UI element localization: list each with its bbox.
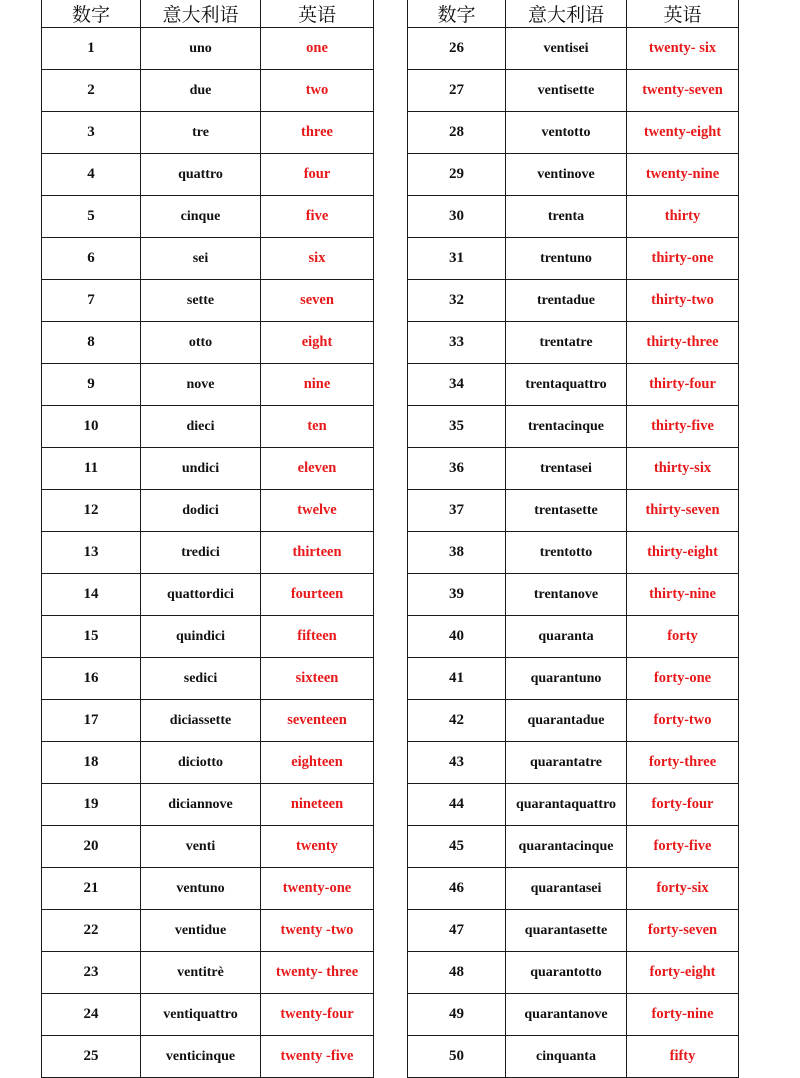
number-cell: 47 <box>408 910 506 952</box>
english-word-cell: fifty <box>627 1036 739 1078</box>
english-word-cell: one <box>261 28 374 70</box>
italian-word-cell: venti <box>141 826 261 868</box>
italian-word-cell: trentatre <box>506 322 627 364</box>
italian-word-cell: sette <box>141 280 261 322</box>
table-row <box>42 700 374 742</box>
english-word-cell: ten <box>261 406 374 448</box>
header-italian: 意大利语 <box>141 0 261 28</box>
english-word-cell: thirty-nine <box>627 574 739 616</box>
header-number: 数字 <box>408 0 506 28</box>
number-cell: 29 <box>408 154 506 196</box>
italian-word-cell: quindici <box>141 616 261 658</box>
english-word-cell: eleven <box>261 448 374 490</box>
italian-word-cell: due <box>141 70 261 112</box>
table-row <box>42 406 374 448</box>
number-cell: 34 <box>408 364 506 406</box>
italian-word-cell: quarantaquattro <box>506 784 627 826</box>
table-row <box>42 742 374 784</box>
table-row <box>408 826 739 868</box>
italian-word-cell: quarantadue <box>506 700 627 742</box>
italian-word-cell: trentacinque <box>506 406 627 448</box>
number-cell: 2 <box>42 70 141 112</box>
table-row <box>408 616 739 658</box>
italian-word-cell: tredici <box>141 532 261 574</box>
italian-word-cell: sei <box>141 238 261 280</box>
english-word-cell: twenty <box>261 826 374 868</box>
table-row <box>42 112 374 154</box>
table-row <box>408 994 739 1036</box>
number-cell: 10 <box>42 406 141 448</box>
english-word-cell: twenty -two <box>261 910 374 952</box>
table-row <box>408 406 739 448</box>
table-row <box>42 490 374 532</box>
italian-word-cell: diciannove <box>141 784 261 826</box>
table-row <box>408 910 739 952</box>
italian-word-cell: nove <box>141 364 261 406</box>
number-cell: 20 <box>42 826 141 868</box>
number-cell: 7 <box>42 280 141 322</box>
italian-word-cell: quarantatre <box>506 742 627 784</box>
english-word-cell: eighteen <box>261 742 374 784</box>
table-row <box>408 28 739 70</box>
table-row <box>42 574 374 616</box>
number-cell: 23 <box>42 952 141 994</box>
table-row <box>42 868 374 910</box>
number-cell: 28 <box>408 112 506 154</box>
rows-body <box>408 28 739 1078</box>
table-row <box>408 868 739 910</box>
italian-word-cell: trentaquattro <box>506 364 627 406</box>
number-cell: 30 <box>408 196 506 238</box>
number-cell: 15 <box>42 616 141 658</box>
italian-word-cell: undici <box>141 448 261 490</box>
number-cell: 50 <box>408 1036 506 1078</box>
number-cell: 22 <box>42 910 141 952</box>
english-word-cell: thirty-four <box>627 364 739 406</box>
number-cell: 26 <box>408 28 506 70</box>
italian-word-cell: ventuno <box>141 868 261 910</box>
numbers-table-right <box>407 0 739 1078</box>
number-cell: 25 <box>42 1036 141 1078</box>
english-word-cell: twenty-four <box>261 994 374 1036</box>
table-row <box>42 154 374 196</box>
number-cell: 31 <box>408 238 506 280</box>
number-cell: 33 <box>408 322 506 364</box>
table-row <box>408 532 739 574</box>
table-row <box>42 364 374 406</box>
table-row <box>408 70 739 112</box>
english-word-cell: thirty-two <box>627 280 739 322</box>
table-row <box>42 322 374 364</box>
number-cell: 4 <box>42 154 141 196</box>
english-word-cell: thirty-seven <box>627 490 739 532</box>
table-row <box>42 784 374 826</box>
italian-word-cell: tre <box>141 112 261 154</box>
italian-word-cell: quaranta <box>506 616 627 658</box>
table-row <box>42 238 374 280</box>
number-cell: 13 <box>42 532 141 574</box>
number-cell: 24 <box>42 994 141 1036</box>
table-row <box>42 532 374 574</box>
italian-word-cell: ventitrè <box>141 952 261 994</box>
italian-word-cell: ventisei <box>506 28 627 70</box>
english-word-cell: twenty -five <box>261 1036 374 1078</box>
italian-word-cell: cinque <box>141 196 261 238</box>
number-cell: 41 <box>408 658 506 700</box>
english-word-cell: eight <box>261 322 374 364</box>
number-cell: 11 <box>42 448 141 490</box>
italian-word-cell: trentotto <box>506 532 627 574</box>
table-row <box>408 196 739 238</box>
english-word-cell: twenty-eight <box>627 112 739 154</box>
italian-word-cell: trenta <box>506 196 627 238</box>
table-row <box>408 1036 739 1078</box>
english-word-cell: thirteen <box>261 532 374 574</box>
number-cell: 8 <box>42 322 141 364</box>
english-word-cell: forty-four <box>627 784 739 826</box>
number-cell: 9 <box>42 364 141 406</box>
table-row <box>408 322 739 364</box>
italian-word-cell: quarantuno <box>506 658 627 700</box>
italian-word-cell: quattro <box>141 154 261 196</box>
table-row <box>42 616 374 658</box>
number-cell: 14 <box>42 574 141 616</box>
table-row <box>408 742 739 784</box>
italian-word-cell: otto <box>141 322 261 364</box>
table-row <box>42 994 374 1036</box>
table-row <box>408 700 739 742</box>
table-row <box>408 154 739 196</box>
number-cell: 18 <box>42 742 141 784</box>
number-cell: 42 <box>408 700 506 742</box>
number-cell: 39 <box>408 574 506 616</box>
table-row <box>408 952 739 994</box>
english-word-cell: forty-two <box>627 700 739 742</box>
italian-word-cell: trentasette <box>506 490 627 532</box>
number-cell: 27 <box>408 70 506 112</box>
italian-word-cell: dieci <box>141 406 261 448</box>
english-word-cell: twenty-one <box>261 868 374 910</box>
number-cell: 40 <box>408 616 506 658</box>
english-word-cell: forty-five <box>627 826 739 868</box>
english-word-cell: forty <box>627 616 739 658</box>
italian-word-cell: ventisette <box>506 70 627 112</box>
english-word-cell: forty-seven <box>627 910 739 952</box>
number-cell: 37 <box>408 490 506 532</box>
italian-word-cell: sedici <box>141 658 261 700</box>
number-cell: 1 <box>42 28 141 70</box>
number-cell: 3 <box>42 112 141 154</box>
italian-word-cell: ventinove <box>506 154 627 196</box>
header-english: 英语 <box>627 0 739 28</box>
table-row <box>408 280 739 322</box>
english-word-cell: nineteen <box>261 784 374 826</box>
english-word-cell: sixteen <box>261 658 374 700</box>
english-word-cell: nine <box>261 364 374 406</box>
english-word-cell: seven <box>261 280 374 322</box>
table-row <box>408 490 739 532</box>
table-row <box>42 70 374 112</box>
table-row <box>42 826 374 868</box>
english-word-cell: thirty-three <box>627 322 739 364</box>
number-cell: 12 <box>42 490 141 532</box>
italian-word-cell: quarantotto <box>506 952 627 994</box>
english-word-cell: seventeen <box>261 700 374 742</box>
english-word-cell: forty-nine <box>627 994 739 1036</box>
number-cell: 5 <box>42 196 141 238</box>
table-row <box>408 658 739 700</box>
italian-word-cell: ventiquattro <box>141 994 261 1036</box>
number-cell: 38 <box>408 532 506 574</box>
table-row <box>408 112 739 154</box>
number-cell: 35 <box>408 406 506 448</box>
english-word-cell: twenty-nine <box>627 154 739 196</box>
table-row <box>408 784 739 826</box>
table-row <box>42 910 374 952</box>
table-row <box>408 238 739 280</box>
rows-body <box>42 28 374 1078</box>
number-cell: 17 <box>42 700 141 742</box>
number-cell: 36 <box>408 448 506 490</box>
english-word-cell: twenty- six <box>627 28 739 70</box>
table-row <box>42 28 374 70</box>
english-word-cell: thirty-one <box>627 238 739 280</box>
italian-word-cell: ventotto <box>506 112 627 154</box>
english-word-cell: thirty-eight <box>627 532 739 574</box>
number-cell: 49 <box>408 994 506 1036</box>
number-cell: 45 <box>408 826 506 868</box>
italian-word-cell: quattordici <box>141 574 261 616</box>
table-row <box>42 448 374 490</box>
numbers-table-left <box>41 0 374 1078</box>
header-italian: 意大利语 <box>506 0 627 28</box>
italian-word-cell: trentuno <box>506 238 627 280</box>
header-row <box>408 0 739 28</box>
english-word-cell: thirty <box>627 196 739 238</box>
table-row <box>408 448 739 490</box>
english-word-cell: six <box>261 238 374 280</box>
number-cell: 48 <box>408 952 506 994</box>
english-word-cell: fourteen <box>261 574 374 616</box>
english-word-cell: five <box>261 196 374 238</box>
header-row <box>42 0 374 28</box>
english-word-cell: thirty-five <box>627 406 739 448</box>
italian-word-cell: venticinque <box>141 1036 261 1078</box>
english-word-cell: three <box>261 112 374 154</box>
english-word-cell: fifteen <box>261 616 374 658</box>
number-cell: 44 <box>408 784 506 826</box>
italian-word-cell: trentasei <box>506 448 627 490</box>
italian-word-cell: quarantasette <box>506 910 627 952</box>
header-english: 英语 <box>261 0 374 28</box>
table-row <box>42 952 374 994</box>
table-row <box>42 196 374 238</box>
english-word-cell: twenty-seven <box>627 70 739 112</box>
number-cell: 19 <box>42 784 141 826</box>
english-word-cell: twelve <box>261 490 374 532</box>
english-word-cell: forty-eight <box>627 952 739 994</box>
italian-word-cell: trentanove <box>506 574 627 616</box>
table-row <box>408 364 739 406</box>
number-cell: 21 <box>42 868 141 910</box>
english-word-cell: forty-three <box>627 742 739 784</box>
number-cell: 43 <box>408 742 506 784</box>
italian-word-cell: cinquanta <box>506 1036 627 1078</box>
italian-word-cell: dodici <box>141 490 261 532</box>
english-word-cell: twenty- three <box>261 952 374 994</box>
table-row <box>408 574 739 616</box>
number-cell: 32 <box>408 280 506 322</box>
english-word-cell: four <box>261 154 374 196</box>
english-word-cell: forty-six <box>627 868 739 910</box>
italian-word-cell: diciassette <box>141 700 261 742</box>
english-word-cell: thirty-six <box>627 448 739 490</box>
table-row <box>42 658 374 700</box>
italian-word-cell: uno <box>141 28 261 70</box>
number-cell: 6 <box>42 238 141 280</box>
english-word-cell: forty-one <box>627 658 739 700</box>
number-cell: 16 <box>42 658 141 700</box>
italian-word-cell: quarantanove <box>506 994 627 1036</box>
italian-word-cell: quarantacinque <box>506 826 627 868</box>
italian-word-cell: ventidue <box>141 910 261 952</box>
table-row <box>42 280 374 322</box>
number-cell: 46 <box>408 868 506 910</box>
italian-word-cell: diciotto <box>141 742 261 784</box>
italian-word-cell: quarantasei <box>506 868 627 910</box>
italian-word-cell: trentadue <box>506 280 627 322</box>
header-number: 数字 <box>42 0 141 28</box>
english-word-cell: two <box>261 70 374 112</box>
table-row <box>42 1036 374 1078</box>
